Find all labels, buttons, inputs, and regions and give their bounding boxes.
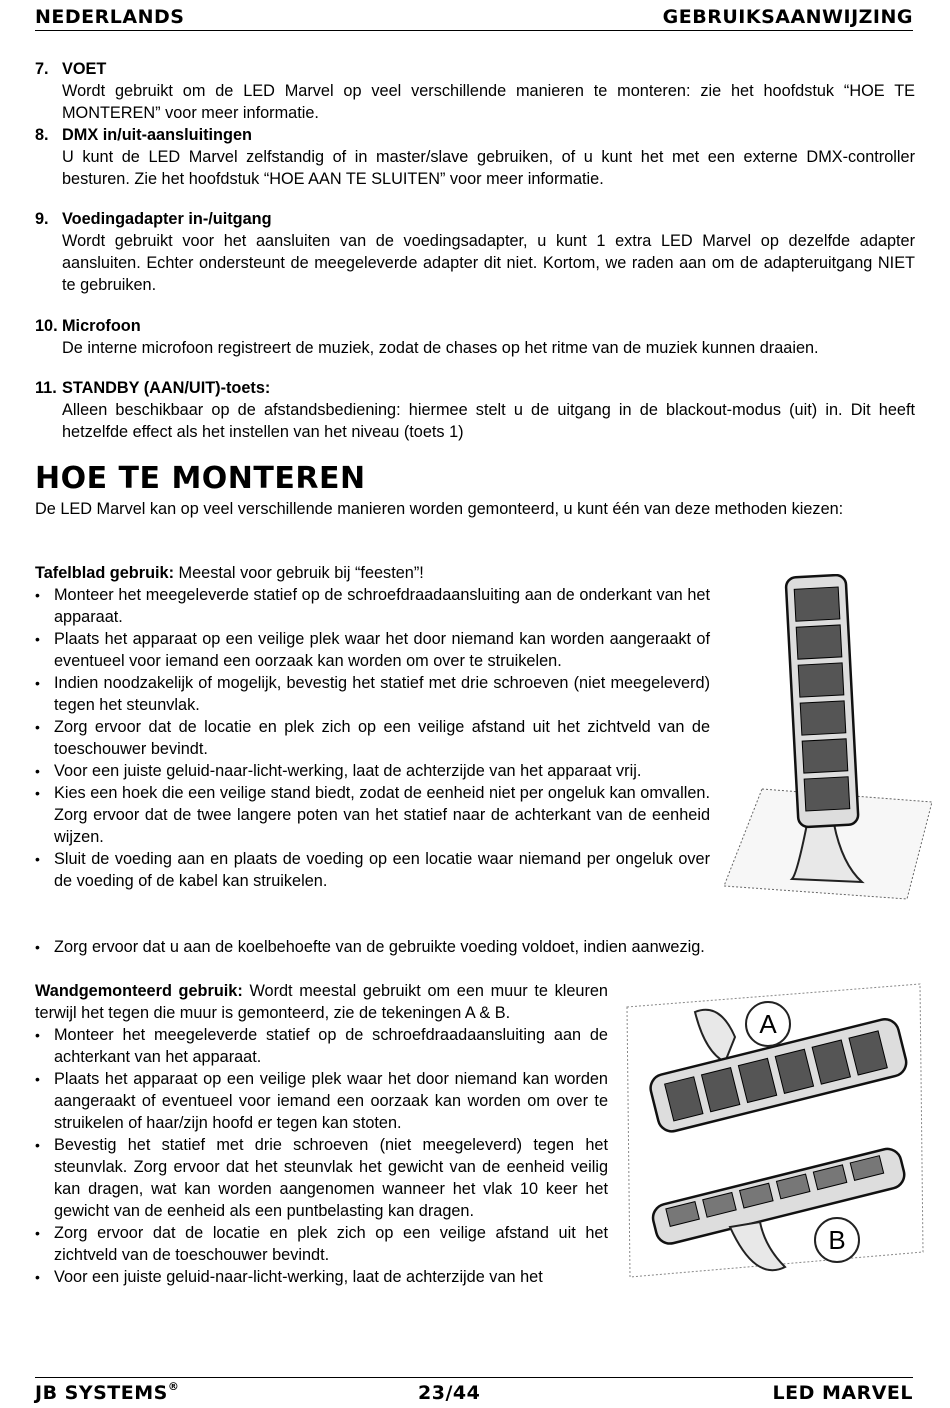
list-item: • Zorg ervoor dat u aan de koelbehoefte van de gebruikte voeding voldoet, indien aanwezig. xyxy=(35,936,915,958)
item-text: Wordt gebruikt om de LED Marvel op veel verschillende manieren te monteren: zie het hoofdstuk “HOE TE MONTEREN” voor meer informatie. xyxy=(62,82,915,122)
feature-item-11 xyxy=(35,377,915,443)
list-item: • Plaats het apparaat op een veilige plek waar het door niemand kan worden aangeraakt of eventueel voor iemand een oorzaak kan worden om over te struikelen of haar/zijn hoofd er tegen kan stoten. xyxy=(35,1068,608,1134)
header-doc-type: GEBRUIKSAANWIJZING xyxy=(662,6,913,28)
item-title: DMX in/uit-aansluitingen xyxy=(62,126,252,144)
item-text: Wordt gebruikt voor het aansluiten van de voedingsadapter, u kunt 1 extra LED Marvel op dezelfde adapter aansluiten. Echter ondersteunt de meegeleverde adapter dit niet. Kortom, we raden aan om de adapteruitgang NIET te gebruiken. xyxy=(62,232,915,294)
tabletop-mount-illustration xyxy=(722,574,932,904)
item-title: Voedingadapter in-/uitgang xyxy=(62,210,272,228)
tabletop-section xyxy=(35,562,710,892)
tabletop-last-bullet xyxy=(35,936,915,958)
feature-item-7 xyxy=(35,58,915,124)
feature-list xyxy=(35,58,915,443)
item-number: 11. xyxy=(35,379,57,397)
list-item: • Sluit de voeding aan en plaats de voeding op een locatie waar niemand per ongeluk over de voeding of de kabel kan struikelen. xyxy=(35,848,710,892)
list-item: • Voor een juiste geluid-naar-licht-werking, laat de achterzijde van het apparaat vrij. xyxy=(35,760,710,782)
item-text: Alleen beschikbaar op de afstandsbediening: hiermee stelt u de uitgang in de blackout-modus (uit) in. Dit heeft hetzelfde effect als het instellen van het niveau (toets 1) xyxy=(62,401,915,441)
label-a: A xyxy=(759,1009,777,1039)
brand-name: JB SYSTEMS xyxy=(35,1382,168,1404)
footer-brand xyxy=(35,1382,179,1404)
page-footer xyxy=(35,1377,913,1408)
item-text: U kunt de LED Marvel zelfstandig of in master/slave gebruiken, of u kunt het met een externe DMX-controller besturen. Zie het hoofdstuk “HOE AAN TE SLUITEN” voor meer informatie. xyxy=(62,148,915,188)
tabletop-subtitle: Meestal voor gebruik bij “feesten”! xyxy=(174,564,424,582)
item-title: STANDBY (AAN/UIT)-toets: xyxy=(62,379,271,397)
item-number: 9. xyxy=(35,210,49,228)
list-item: • Kies een hoek die een veilige stand biedt, zodat de eenheid niet per ongeluk kan omvallen. Zorg ervoor dat de twee langere poten van het statief naar de achterkant van de eenheid wijzen. xyxy=(35,782,710,848)
feature-item-8 xyxy=(35,124,915,190)
section-intro: De LED Marvel kan op veel verschillende manieren worden gemonteerd, u kunt één van deze methoden kiezen: xyxy=(35,500,844,518)
list-item: • Monteer het meegeleverde statief op de schroefdraadaansluiting aan de achterkant van het apparaat. xyxy=(35,1024,608,1068)
footer-product: LED MARVEL xyxy=(772,1382,913,1404)
item-title: VOET xyxy=(62,60,107,78)
list-item: • Bevestig het statief met drie schroeven (niet meegeleverd) tegen het steunvlak. Zorg ervoor dat het steunvlak het gewicht van de eenheid veilig kan dragen, wat kan worden aangenomen wanneer het vlak 10 keer het gewicht van de eenheid als een puntbelasting kan dragen. xyxy=(35,1134,608,1222)
wall-bullet-list xyxy=(35,1024,608,1288)
label-b: B xyxy=(828,1225,846,1255)
list-item: • Zorg ervoor dat de locatie en plek zich op een veilige afstand uit het zichtveld van de toeschouwer bevindt. xyxy=(35,716,710,760)
wall-section xyxy=(35,980,608,1288)
item-number: 7. xyxy=(35,60,49,78)
list-item: • Indien noodzakelijk of mogelijk, bevestig het statief met drie schroeven (niet meegeleverd) tegen het steunvlak. xyxy=(35,672,710,716)
tabletop-bullet-list xyxy=(35,584,710,892)
list-item: • Monteer het meegeleverde statief op de schroefdraadaansluiting aan de onderkant van het apparaat. xyxy=(35,584,710,628)
header-language: NEDERLANDS xyxy=(35,6,185,28)
list-item: • Zorg ervoor dat de locatie en plek zich op een veilige afstand uit het zichtveld van de toeschouwer bevindt. xyxy=(35,1222,608,1266)
item-title: Microfoon xyxy=(62,317,141,335)
section-title: HOE TE MONTEREN xyxy=(35,461,366,496)
wall-mount-illustration xyxy=(625,982,925,1282)
tabletop-label: Tafelblad gebruik: xyxy=(35,564,175,582)
feature-item-9 xyxy=(35,208,915,296)
wall-label: Wandgemonteerd gebruik: xyxy=(35,982,243,1000)
list-item: • Voor een juiste geluid-naar-licht-werking, laat de achterzijde van het xyxy=(35,1266,608,1288)
item-text: De interne microfoon registreert de muziek, zodat de chases op het ritme van de muziek kunnen draaien. xyxy=(62,339,819,357)
item-number: 10. xyxy=(35,317,58,335)
page-header xyxy=(35,4,913,31)
wall-subtitle: Wordt meestal gebruikt om een muur te kleuren terwijl het tegen die muur is gemonteerd, zie de tekeningen A & B. xyxy=(35,982,608,1022)
item-number: 8. xyxy=(35,126,49,144)
list-item: • Plaats het apparaat op een veilige plek waar het door niemand kan worden aangeraakt of eventueel voor iemand een oorzaak kan worden om over te struikelen. xyxy=(35,628,710,672)
registered-mark: ® xyxy=(167,1380,180,1393)
page-number: 23/44 xyxy=(418,1382,481,1404)
feature-item-10 xyxy=(35,315,915,359)
